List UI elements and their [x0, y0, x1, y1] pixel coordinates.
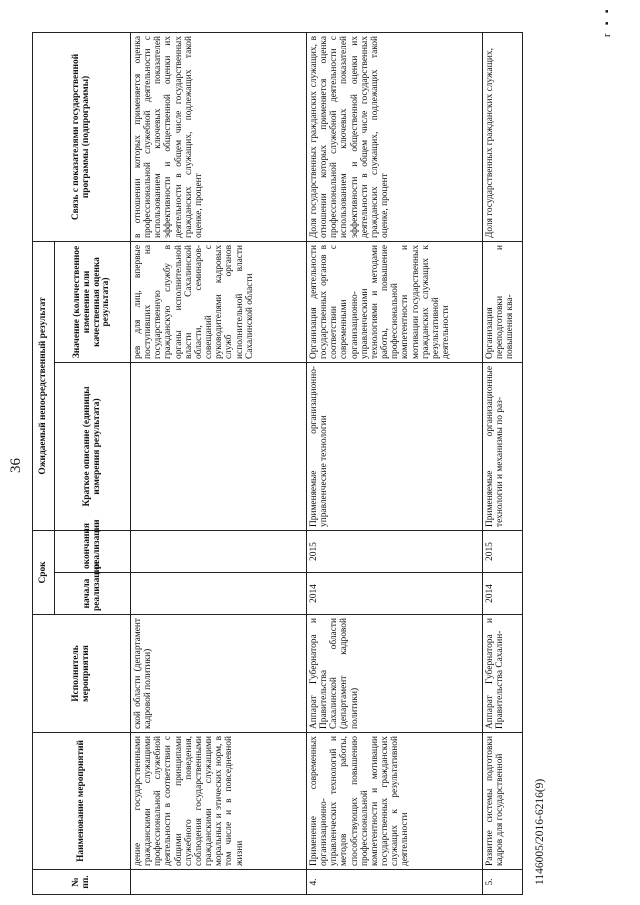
header-link: Связь с показателями государственной программы (подпрограммы)	[33, 32, 131, 241]
activities-table	[32, 32, 523, 895]
page-number: 36	[8, 458, 24, 473]
row-num: 4.	[307, 870, 483, 895]
header-term-start: начала реализации	[55, 573, 131, 615]
row-value: Организация деятельности государственных органов в соответствии с современными организационно-управленческими технологиями и методами работы, повышение профессиональной компетентности и мотивации государственных гражданских служащих к результативной деятельности	[307, 241, 483, 362]
row-desc	[131, 362, 307, 530]
document-id: 1146005/2016-6216(9)	[534, 778, 546, 885]
row-executor: Аппарат Губернатора и Правительства Сахалинской области (департамент кадровой политики)	[307, 615, 483, 733]
row-name: Развитие системы подготовки кадров для государственной	[483, 733, 523, 870]
header-term: Срок	[33, 530, 55, 614]
row-link: в отношении которых применяется оценка профессиональной служебной деятельности с использованием ключевых показателей эффективности и общественной оценки их деятельности в общем числе государственных гражданских служащих, подлежащих такой оценке, процент	[131, 32, 307, 241]
header-result: Ожидаемый непосредственный результат	[33, 241, 55, 530]
row-value: рев для лиц, впервые поступивших на государственную гражданскую службу в органы исполнительной власти Сахалинской области, семинаров-совещаний с руководителями кадровых служб органов исполнительной власти Сахалинской области	[131, 241, 307, 362]
table-row	[307, 32, 483, 894]
row-num: 5.	[483, 870, 523, 895]
row-desc: Применяемые организационно-управленческие технологии	[307, 362, 483, 530]
row-end	[131, 530, 307, 572]
row-start: 2014	[483, 573, 523, 615]
header-term-end: окончания реализации	[55, 530, 131, 572]
header-executor: Исполнитель мероприятия	[33, 615, 131, 733]
table-row	[483, 32, 523, 894]
table-row	[131, 32, 307, 894]
header-result-value: Значение (количественное изменение или качественная оценка результата)	[55, 241, 131, 362]
row-end: 2015	[483, 530, 523, 572]
header-name: Наименование мероприятий	[33, 733, 131, 870]
row-executor: Аппарат Губернатора и Правительства Сахалин-	[483, 615, 523, 733]
row-executor: ской области (департамент кадровой политики)	[131, 615, 307, 733]
row-link: Доля государственных гражданских служащих, в отношении которых применяется оценка профессиональной служебной деятельности с использованием ключевых показателей эффективности и общественной оценки их деятельности в общем числе государственных гражданских служащих, подлежащих такой оценке, процент	[307, 32, 483, 241]
row-link: Доля государственных гражданских служащих,	[483, 32, 523, 241]
row-start	[131, 573, 307, 615]
row-name: дение государственными гражданскими служащими профессиональной служебной деятельности в соответствии с общими принципами служебного поведения, соблюдения государственными гражданскими служащими моральных и этических норм, в том числе и в повседневной жизни	[131, 733, 307, 870]
row-end: 2015	[307, 530, 483, 572]
row-desc: Применяемые организационные технологии и механизмы по раз-	[483, 362, 523, 530]
row-start: 2014	[307, 573, 483, 615]
header-num: № пп.	[33, 870, 131, 895]
scan-specks: r ▪ ▪	[602, 6, 613, 37]
row-value: Организация переподготовки и повышения ква-	[483, 241, 523, 362]
header-result-desc: Краткое описание (единицы измерения результата)	[55, 362, 131, 530]
row-name: Применение современных организационно-управленческих технологий и методов работы, способствующих повышению профессиональной компетентности и мотивации государственных гражданских служащих к результативной деятельности	[307, 733, 483, 870]
row-num	[131, 870, 307, 895]
header-row-1	[33, 32, 55, 894]
